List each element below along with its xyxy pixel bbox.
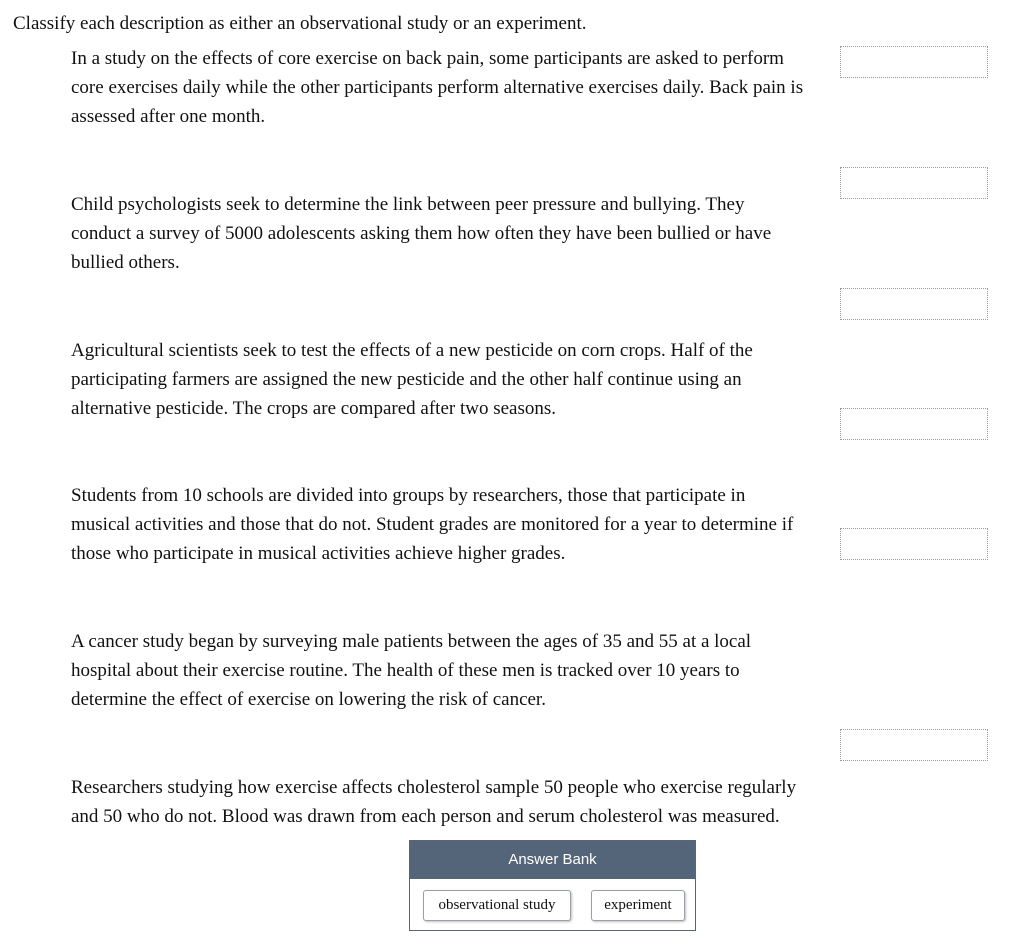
drop-target-5[interactable]: [840, 528, 988, 560]
drop-target-3[interactable]: [840, 288, 988, 320]
answer-bank: [409, 840, 696, 931]
description-2: Child psychologists seek to determine the link between peer pressure and bullying. They conduct a survey of 5000 adolescents asking them how often they have been bullied or have bullied others.: [71, 194, 772, 273]
answer-bank-title: Answer Bank: [410, 841, 695, 879]
option-experiment[interactable]: experiment: [591, 890, 685, 921]
drop-target-2[interactable]: [840, 167, 988, 199]
description-3: Agricultural scientists seek to test the effects of a new pesticide on corn crops. Half of the participating farmers are assigned the new pesticide and the other half continue using an alternative pesticide. The crops are compared after two seasons.: [71, 340, 753, 419]
description-6: Researchers studying how exercise affects cholesterol sample 50 people who exercise regularly and 50 who do not. Blood was drawn from each person and serum cholesterol was measured.: [71, 777, 797, 827]
description-5: A cancer study began by surveying male patients between the ages of 35 and 55 at a local hospital about their exercise routine. The health of these men is tracked over 10 years to determine the effect of exercise on lowering the risk of cancer.: [71, 631, 752, 710]
option-observational-study[interactable]: observational study: [423, 890, 571, 921]
description-4: Students from 10 schools are divided into groups by researchers, those that participate in musical activities and those that do not. Student grades are monitored for a year to determine if those who participate in musical activities achieve higher grades.: [71, 485, 794, 564]
drop-target-1[interactable]: [840, 46, 988, 78]
answer-bank-options: [410, 879, 695, 931]
drop-target-6[interactable]: [840, 729, 988, 761]
instruction-text: Classify each description as either an observational study or an experiment.: [13, 13, 587, 34]
description-1: In a study on the effects of core exercise on back pain, some participants are asked to perform core exercises daily while the other participants perform alternative exercises daily. Back pain is assessed after one month.: [71, 48, 804, 127]
drop-target-4[interactable]: [840, 408, 988, 440]
